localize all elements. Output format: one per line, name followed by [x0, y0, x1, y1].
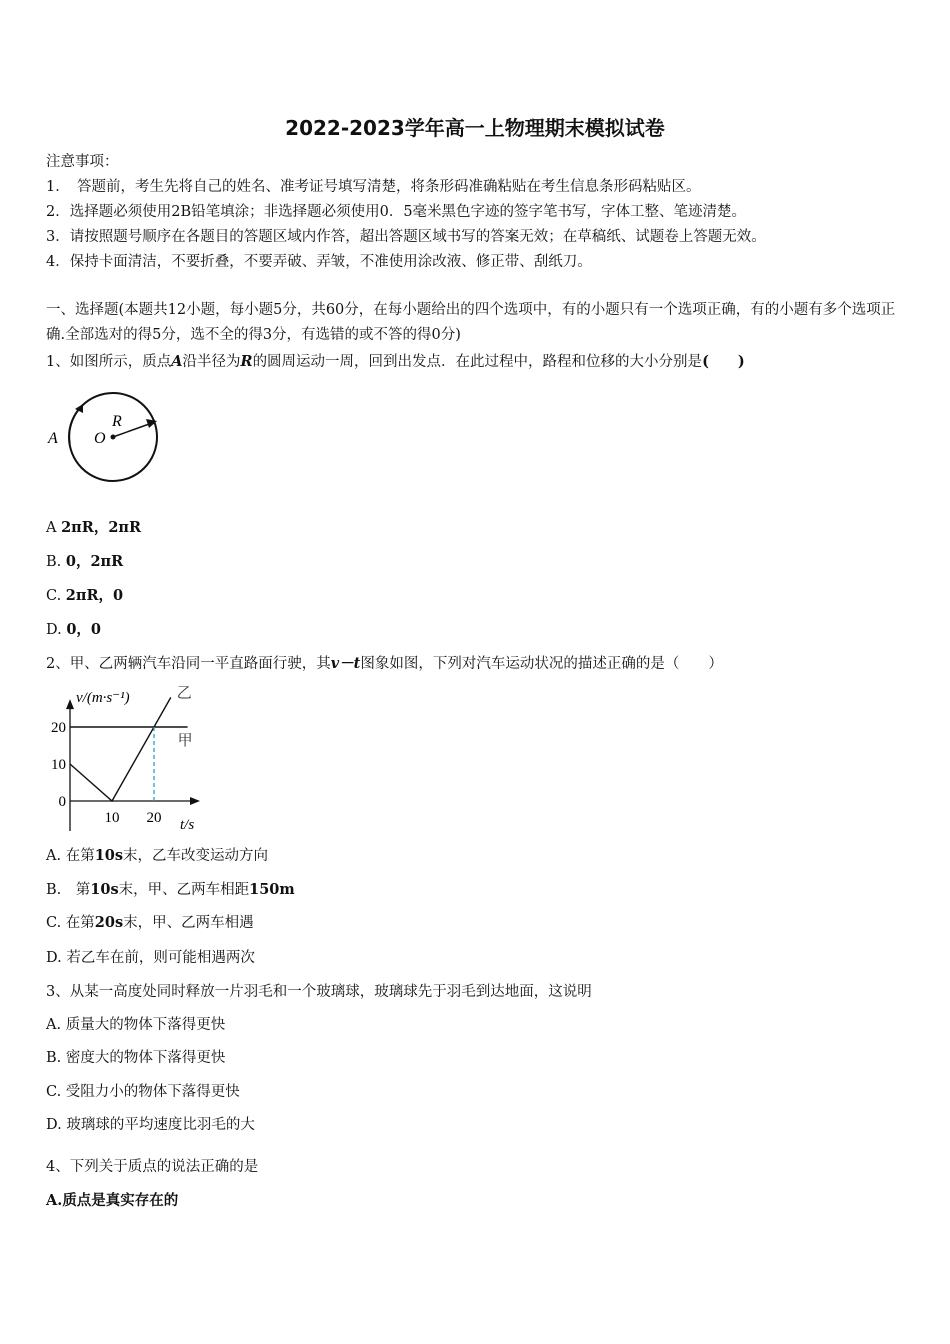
- option-letter: C.: [46, 915, 66, 931]
- question-2-stem: [46, 654, 723, 674]
- option-letter: A.: [46, 1192, 63, 1209]
- notice-item: 4．保持卡面清洁，不要折叠，不要弄破、弄皱，不准使用涂改液、修正带、刮纸刀。: [46, 254, 592, 270]
- x-tick-label: 20: [146, 810, 162, 826]
- option-a: [46, 846, 268, 866]
- section-intro: 一、选择题(本题共12小题，每小题5分，共60分，在每小题给出的四个选项中，有的小题只有一个选项正确，有的小题有多个选项正确.全部选对的得5分，选不全的得3分，有选错的或不答的得0分): [46, 302, 896, 343]
- series-line-1: [70, 697, 171, 801]
- notice-item: 1． 答题前，考生先将自己的姓名、准考证号填写清楚，将条形码准确粘贴在考生信息条形码粘贴区。: [46, 179, 701, 195]
- series-label: 甲: [177, 733, 193, 749]
- option-bold: 10s: [90, 881, 119, 898]
- option-value: 2πR，2πR: [61, 519, 142, 536]
- option-bold: 150m: [249, 881, 295, 898]
- variable-r: R: [240, 353, 253, 370]
- option-text: 质点是真实存在的: [62, 1192, 179, 1209]
- option-bold: 10s: [94, 847, 124, 864]
- notice-item: 3．请按照题号顺序在各题目的答题区域内作答，超出答题区域书写的答案无效；在草稿纸、试题卷上答题无效。: [46, 229, 766, 245]
- option-c: C. 受阻力小的物体下落得更快: [46, 1084, 240, 1100]
- option-c: [46, 586, 123, 606]
- stem-text: 图象如图，下列对汽车运动状况的描述正确的是（ ）: [360, 656, 723, 672]
- question-4-stem: 4、下列关于质点的说法正确的是: [46, 1159, 259, 1175]
- option-d: D. 玻璃球的平均速度比羽毛的大: [46, 1117, 255, 1133]
- option-text: 末，甲、乙两车相遇: [123, 915, 254, 931]
- option-letter: B.: [46, 554, 66, 570]
- page-title: 2022-2023学年高一上物理期末模拟试卷: [285, 116, 665, 140]
- option-text: 末，甲、乙两车相距: [118, 882, 250, 898]
- vt-chart: [40, 684, 240, 834]
- option-value: 2πR，0: [65, 587, 124, 604]
- option-letter: D.: [46, 622, 67, 638]
- option-b: [46, 880, 295, 900]
- stem-text: 1、如图所示，质点: [46, 354, 172, 370]
- option-text: 在第: [65, 915, 95, 931]
- circle-figure: [40, 386, 170, 486]
- series-label: 乙: [176, 685, 192, 702]
- option-letter: C.: [46, 588, 66, 604]
- label-r: R: [112, 413, 122, 430]
- y-tick-label: 0: [58, 794, 66, 810]
- option-bold: 20s: [94, 914, 124, 931]
- notice-item: 2．选择题必须使用2B铅笔填涂；非选择题必须使用0．5毫米黑色字迹的签字笔书写，字体工整、笔迹清楚。: [46, 204, 747, 220]
- y-axis-label: v/(m·s⁻¹): [76, 690, 130, 706]
- option-letter: D.: [46, 950, 67, 966]
- x-axis-arrow-icon: [190, 797, 200, 805]
- option-b: B. 密度大的物体下落得更快: [46, 1050, 226, 1066]
- variable-vt: v－t: [330, 655, 361, 672]
- y-tick-label: 20: [51, 720, 66, 736]
- label-o: O: [94, 430, 106, 447]
- option-c: [46, 913, 254, 933]
- option-value: 0，2πR: [65, 553, 124, 570]
- y-axis-arrow-icon: [66, 699, 74, 709]
- center-point: [111, 435, 116, 440]
- option-letter: B.: [46, 882, 76, 898]
- option-a: A. 质量大的物体下落得更快: [46, 1017, 226, 1033]
- option-d: [46, 620, 101, 640]
- option-value: 0，0: [66, 621, 102, 638]
- notice-heading: 注意事项：: [46, 154, 119, 170]
- option-letter: A.: [46, 848, 66, 864]
- option-text: 若乙车在前，则可能相遇两次: [66, 950, 255, 966]
- question-3-stem: 3、从某一高度处同时释放一片羽毛和一个玻璃球，玻璃球先于羽毛到达地面，这说明: [46, 984, 592, 1000]
- stem-text: 的圆周运动一周，回到出发点．在此过程中，路程和位移的大小分别是: [252, 354, 703, 370]
- option-d: [46, 948, 255, 968]
- answer-paren: ( ): [702, 353, 745, 370]
- y-tick-label: 10: [51, 757, 66, 773]
- option-a: [46, 1191, 178, 1211]
- x-tick-label: 10: [104, 810, 120, 826]
- option-a: [46, 518, 141, 538]
- stem-text: 沿半径为: [182, 354, 241, 370]
- option-text: 末，乙车改变运动方向: [123, 848, 269, 864]
- x-axis-label: t/s: [180, 817, 195, 833]
- stem-text: 2、甲、乙两辆汽车沿同一平直路面行驶，其: [46, 656, 331, 672]
- label-a: A: [48, 430, 58, 447]
- question-1-stem: [46, 352, 745, 372]
- option-text: 在第: [65, 848, 95, 864]
- option-text: 第: [75, 882, 91, 898]
- option-b: [46, 552, 123, 572]
- variable-a: A: [171, 353, 183, 370]
- option-letter: A: [46, 520, 62, 536]
